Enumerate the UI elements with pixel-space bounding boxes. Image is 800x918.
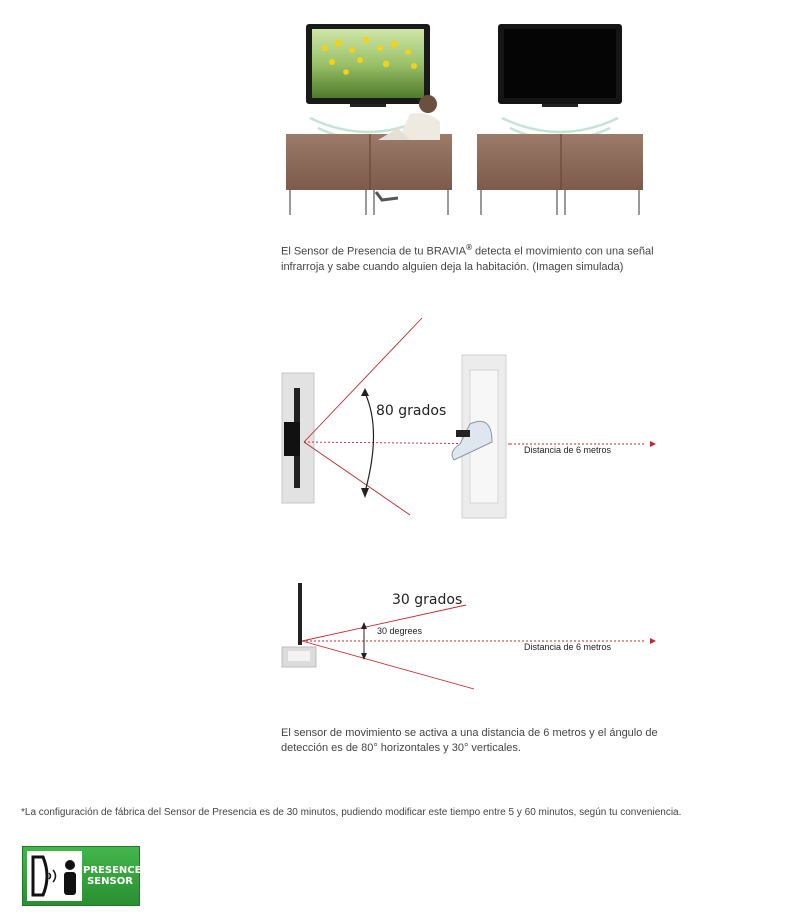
- tv-off: [498, 24, 622, 107]
- bottom-caption-line2: detección es de 80° horizontales y 30° verticales.: [281, 742, 521, 754]
- vertical-angle-diagram: [270, 575, 670, 695]
- top-caption-line1-b: detecta el movimiento con una señal: [471, 245, 654, 258]
- footnote: *La configuración de fábrica del Sensor de Presencia es de 30 minutos, pudiendo modificar este tiempo entre 5 y 60 minutos, según tu conveniencia.: [21, 807, 682, 818]
- sensor-person-icon: [27, 851, 82, 901]
- tv-on: [306, 24, 430, 107]
- top-caption: [281, 240, 701, 275]
- tv-room-illustration: [270, 18, 650, 223]
- vertical-distance-label: Distancia de 6 metros: [524, 642, 612, 652]
- registered-mark: ®: [466, 243, 472, 252]
- top-caption-line1-a: El Sensor de Presencia de tu BRAVIA: [281, 245, 467, 258]
- badge-line1: PRESENCE: [83, 865, 142, 876]
- top-caption-line2: infrarroja y sabe cuando alguien deja la habitación. (Imagen simulada): [281, 260, 624, 273]
- bottom-caption: [281, 726, 701, 756]
- badge-icon-panel: [27, 851, 82, 901]
- badge-line2: SENSOR: [87, 876, 133, 887]
- presence-sensor-badge: [22, 846, 140, 906]
- vertical-angle-label: 30 grados: [392, 592, 463, 608]
- bottom-caption-line1: El sensor de movimiento se activa a una distancia de 6 metros y el ángulo de: [281, 727, 658, 739]
- sofa-right: [477, 134, 643, 215]
- sofa-left: [286, 134, 452, 215]
- horizontal-distance-label: Distancia de 6 metros: [524, 445, 612, 455]
- horizontal-angle-label: 80 grados: [376, 403, 447, 419]
- vertical-angle-label-en: 30 degrees: [377, 626, 423, 636]
- horizontal-angle-diagram: [270, 310, 670, 530]
- badge-label: [83, 865, 142, 887]
